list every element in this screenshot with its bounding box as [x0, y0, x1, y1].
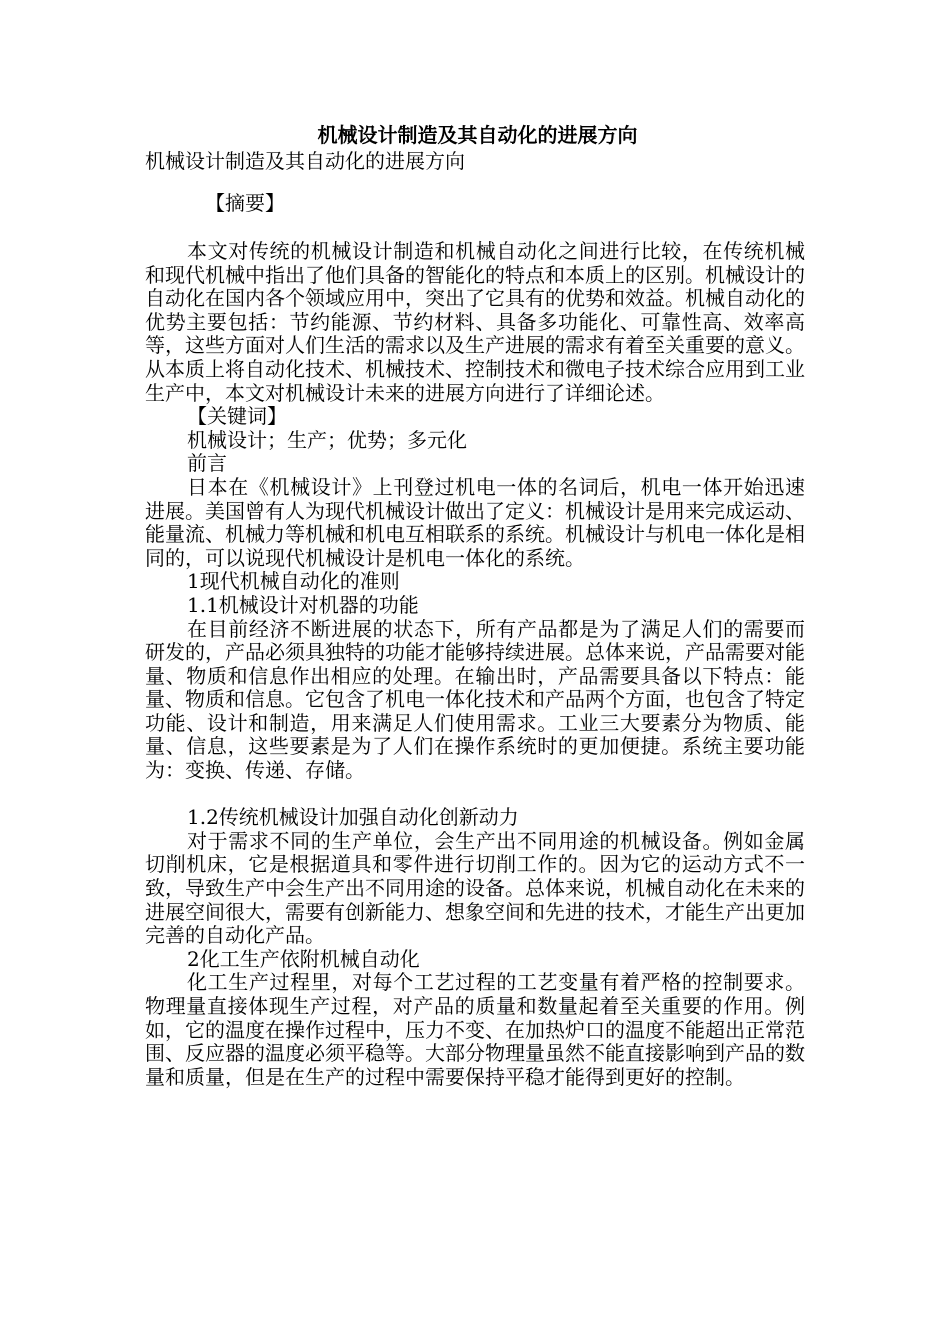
- keywords-text: 机械设计；生产；优势；多元化: [187, 427, 467, 452]
- section-1-1-paragraph: 在目前经济不断进展的状态下，所有产品都是为了满足人们的需要而研发的，产品必须具独特的功能才能够持续进展。总体来说，产品需要对能量、物质和信息作出相应的处理。在输出时，产品需要具备以下特点：能量、物质和信息。它包含了机电一体化技术和产品两个方面，也包含了特定功能、设计和制造，用来满足人们使用需求。工业三大要素分为物质、能量、信息，这些要素是为了人们在操作系统时的更加便捷。系统主要功能为：变换、传递、存储。: [145, 616, 805, 783]
- section-2-heading: 2化工生产依附机械自动化: [187, 946, 420, 971]
- section-1-2-paragraph: 对于需求不同的生产单位，会生产出不同用途的机械设备。例如金属切削机床，它是根据道具和零件进行切削工作的。因为它的运动方式不一致，导致生产中会生产出不同用途的设备。总体来说，机械自动化在未来的进展空间很大，需要有创新能力、想象空间和先进的技术，才能生产出更加完善的自动化产品。: [145, 828, 805, 948]
- section-1-heading: 1现代机械自动化的准则: [187, 569, 400, 594]
- abstract-heading: 【摘要】: [205, 191, 285, 215]
- abstract-paragraph: 本文对传统的机械设计制造和机械自动化之间进行比较，在传统机械和现代机械中指出了他们具备的智能化的特点和本质上的区别。机械设计的自动化在国内各个领域应用中，突出了它具有的优势和效益。机械自动化的优势主要包括：节约能源、节约材料、具备多功能化、可靠性高、效率高等，这些方面对人们生活的需求以及生产进展的需求有着至关重要的意义。从本质上将自动化技术、机械技术、控制技术和微电子技术综合应用到工业生产中，本文对机械设计未来的进展方向进行了详细论述。: [145, 239, 805, 405]
- document-subtitle: 机械设计制造及其自动化的进展方向: [145, 149, 465, 173]
- document-title: 机械设计制造及其自动化的进展方向: [317, 123, 638, 147]
- preface-heading: 前言: [187, 451, 227, 476]
- keywords-heading: 【关键词】: [187, 404, 287, 429]
- section-1-2-heading: 1.2传统机械设计加强自动化创新动力: [187, 805, 519, 830]
- document-body: [145, 122, 805, 1089]
- section-1-1-heading: 1.1机械设计对机器的功能: [187, 592, 419, 617]
- section-2-paragraph: 化工生产过程里，对每个工艺过程的工艺变量有着严格的控制要求。物理量直接体现生产过程，对产品的质量和数量起着至关重要的作用。例如，它的温度在操作过程中，压力不变、在加热炉口的温度不能超出正常范围、反应器的温度必须平稳等。大部分物理量虽然不能直接影响到产品的数量和质量，但是在生产的过程中需要保持平稳才能得到更好的控制。: [145, 970, 805, 1089]
- preface-paragraph: 日本在《机械设计》上刊登过机电一体的名词后，机电一体开始迅速进展。美国曾有人为现代机械设计做出了定义：机械设计是用来完成运动、能量流、机械力等机械和机电互相联系的系统。机械设计与机电一体化是相同的，可以说现代机械设计是机电一体化的系统。: [145, 474, 805, 570]
